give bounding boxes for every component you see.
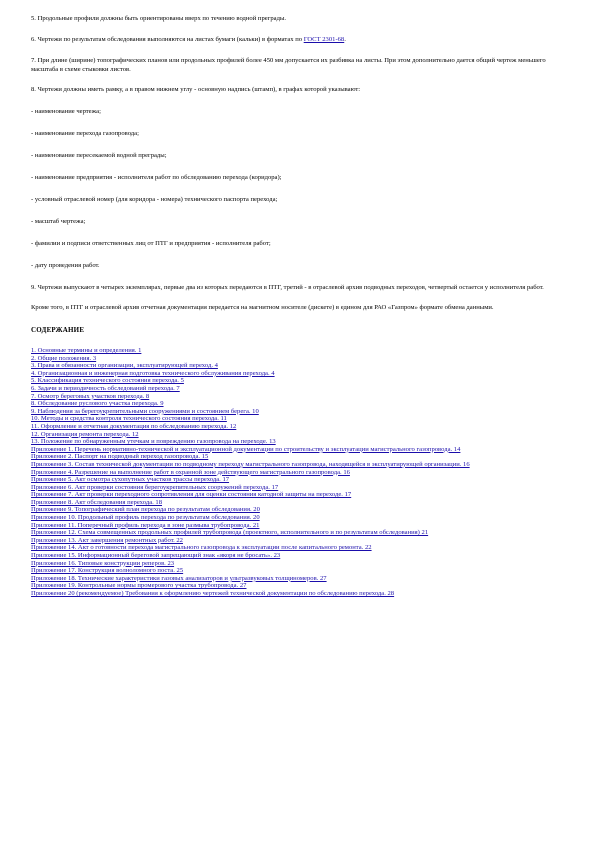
toc-link[interactable]: 9. Наблюдения за берегоукрепительными сооружениями и состоянием берега. 10 [31,407,259,415]
table-of-contents [31,347,571,598]
toc-link[interactable]: Приложение 9. Топографический план перехода по результатам обследования. 20 [31,506,260,514]
toc-link[interactable]: Приложение 18. Технические характеристики газовых анализаторов и ультразвуковых толщиномеров. 27 [31,574,327,582]
document-page [31,14,571,598]
bullet-item: - условный отраслевой номер (для коридора - номера) технического паспорта перехода; [31,196,278,203]
paragraph-6-text: 6. Чертежи по результатам обследования выполняются на листах бумаги (кальки) в форматах по [31,36,304,43]
toc-link[interactable]: 7. Осмотр береговых участков перехода. 8 [31,392,150,400]
bullet-item: - фамилии и подписи ответственных лиц от ПТГ и предприятия - исполнителя работ; [31,240,271,247]
toc-link[interactable]: 3. Права и обязанности организации, эксплуатирующей переход. 4 [31,362,218,370]
paragraph-5: 5. Продольные профили должны быть ориентированы вверх по течению водной преграды. [31,15,287,22]
bullet-item: - наименование пересекаемой водной преграды; [31,152,167,159]
toc-link[interactable]: Приложение 14. Акт о готовности перехода магистрального газопровода к эксплуатации после капитального ремонта. 22 [31,544,372,552]
toc-link[interactable]: 8. Обследование руслового участка перехода. 9 [31,400,164,408]
toc-link[interactable]: 10. Методы и средства контроля технического состояния перехода. 11 [31,415,227,423]
contents-heading: СОДЕРЖАНИЕ [31,326,85,334]
toc-link[interactable]: Приложение 10. Продольный профиль перехода по результатам обследования. 20 [31,514,260,522]
toc-link[interactable]: Приложение 12. Схема совмещенных продольных профилей трубопровода (проектного, исполнительного и по результатам обследования) 21 [31,529,429,537]
toc-link[interactable]: 5. Классификация технического состояния перехода. 5 [31,377,184,385]
toc-link[interactable]: Приложение 3. Состав технической документации по подводному переходу магистрального газопровода, находящейся в эксплуатирующей организации. 16 [31,460,470,468]
bullet-item: - наименование предприятия - исполнителя работ по обследованию перехода (коридора); [31,174,282,181]
toc-link[interactable]: Приложение 4. Разрешение на выполнение работ в охранной зоне действующего магистрального газопровода. 16 [31,468,350,476]
toc-link[interactable]: 4. Организационная и инженерная подготовка технического обслуживания перехода. 4 [31,369,275,377]
paragraph-6 [31,35,571,44]
toc-link[interactable]: 1. Основные термины и определения. 1 [31,347,142,354]
toc-link[interactable]: Приложение 15. Информационный береговой запрещающий знак «якоря не бросать». 23 [31,552,281,560]
paragraph-6-end: . [344,36,346,43]
bullet-item: - наименование чертежа; [31,108,101,115]
toc-link[interactable]: Приложение 16. Типовые конструкции реперов. 23 [31,559,175,567]
toc-link[interactable]: Приложение 11. Поперечный профиль перехода в зоне размыва трубопровода. 21 [31,521,260,529]
toc-link[interactable]: Приложение 1. Перечень нормативно-технической и эксплуатационной документации по строительству и эксплуатации магистрального газопровода. 14 [31,445,461,453]
toc-link[interactable]: Приложение 6. Акт проверки состояния берегоукрепительных сооружений перехода. 17 [31,483,279,491]
toc-link[interactable]: 2. Общие положения. 3 [31,354,97,362]
toc-link[interactable]: 13. Положение по обнаруженным утечкам и повреждению газопровода на переходе. 13 [31,438,276,446]
bullet-item: - дату проведения работ. [31,262,100,269]
toc-link[interactable]: 11. Оформление и отчетная документация по обследованию перехода. 12 [31,422,237,430]
toc-link[interactable]: Приложение 7. Акт проверки переходного сопротивления для оценки состояния катодной защиты на переходе. 17 [31,491,352,499]
toc-link[interactable]: Приложение 5. Акт осмотра сухопутных участков трассы перехода. 17 [31,476,230,484]
toc-link[interactable]: Приложение 8. Акт обследования перехода. 18 [31,498,163,506]
toc-link[interactable]: 12. Организация ремонта перехода. 12 [31,430,139,438]
paragraph-7: 7. При длине (ширине) топографических планов или продольных профилей более 450 мм допускается их разбивка на листы. При этом дополнительно дается общий чертеж меньшего масштаба в схеме стыковки листов. [31,57,546,73]
bullet-item: - масштаб чертежа; [31,218,86,225]
gost-link[interactable]: ГОСТ 2301-68 [303,36,345,43]
paragraph-9: 9. Чертежи выпускают в четырех экземплярах, первые два из которых передаются в ПТГ, третий - в отраслевой архив подводных переходов, четвертый остается у исполнителя работ. [31,284,544,291]
toc-link[interactable]: 6. Задачи и периодичность обследований перехода. 7 [31,384,180,392]
bullet-item: - наименование перехода газопровода; [31,130,139,137]
toc-link[interactable]: Приложение 20 (рекомендуемое) Требования к оформлению чертежей технической документации по обследованию перехода. 28 [31,590,395,597]
paragraph-8: 8. Чертежи должны иметь рамку, а в правом нижнем углу - основную надпись (штамп), в графах которой указывают: [31,86,361,93]
toc-link[interactable]: Приложение 17. Конструкция волноломного поста. 25 [31,567,184,575]
paragraph-10: Кроме того, в ПТГ и отраслевой архив отчетная документация передается на магнитном носителе (дискете) в едином для РАО «Газпром» формате обмена данными. [31,304,494,311]
toc-link[interactable]: Приложение 2. Паспорт на подводный переход газопровода. 15 [31,453,209,461]
toc-link[interactable]: Приложение 19. Контрольные нормы промерового участка трубопровода. 27 [31,582,247,590]
toc-link[interactable]: Приложение 13. Акт завершения ремонтных работ. 22 [31,536,183,544]
